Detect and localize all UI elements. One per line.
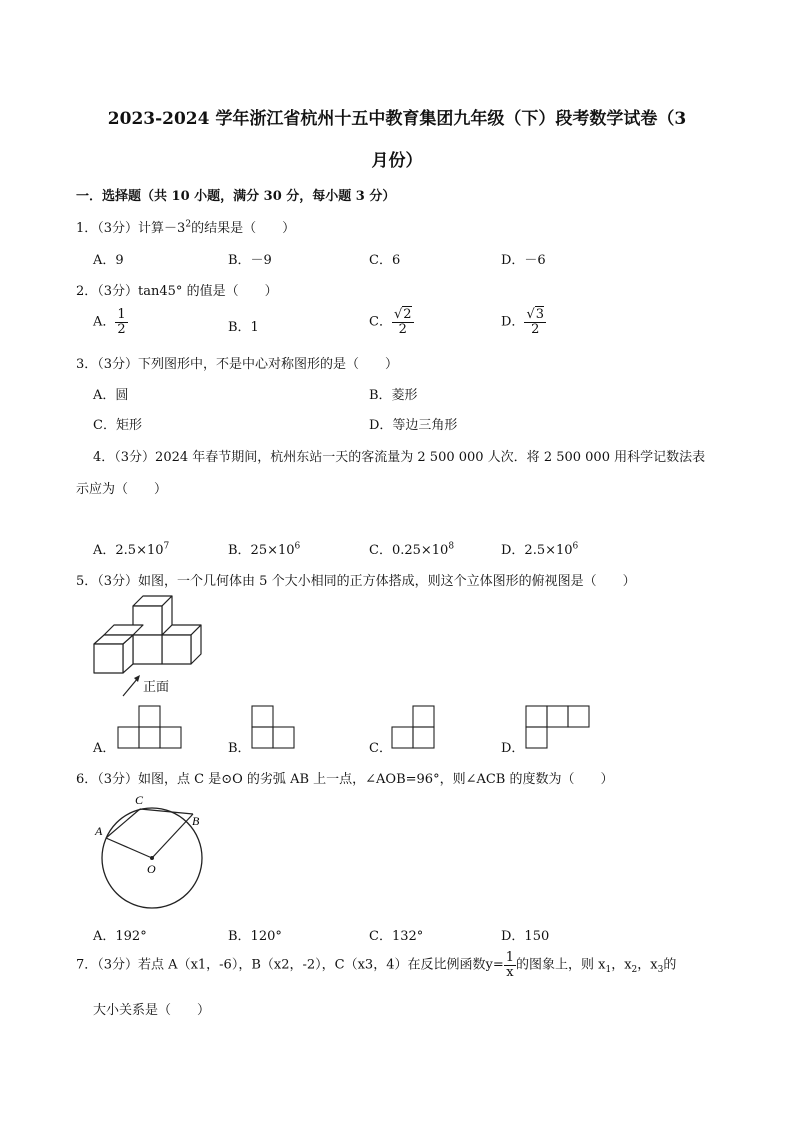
- grid-square: [526, 706, 547, 727]
- q5-option-b[interactable]: B．: [228, 741, 251, 756]
- grid-square: [252, 706, 273, 727]
- grid-square: [252, 727, 273, 748]
- q3-option-a[interactable]: A．圆: [93, 388, 129, 403]
- q5-option-d[interactable]: D．: [501, 741, 525, 756]
- sqrt-sign: √: [393, 307, 403, 322]
- q2-option-d-fraction: [524, 308, 546, 336]
- q7-function-fraction: [504, 951, 516, 979]
- q4-option-c[interactable]: [369, 539, 454, 558]
- cube-front-face: [133, 635, 162, 664]
- q5-option-b-figure[interactable]: [252, 705, 298, 749]
- fraction-denominator: 2: [398, 321, 407, 337]
- grid-square: [413, 706, 434, 727]
- q3-option-d[interactable]: D．等边三角形: [369, 418, 458, 433]
- q4-option-c-exponent: 8: [448, 541, 455, 552]
- grid-square: [139, 727, 160, 748]
- question-3-stem: 3．（3分）下列图形中，不是中心对称图形的是（ ）: [76, 357, 399, 372]
- q7-tail: 的: [663, 957, 677, 973]
- q7-sub2: 2: [631, 965, 638, 976]
- q2-option-d[interactable]: [501, 308, 546, 336]
- q4-option-a-base: A．2.5×10: [93, 543, 164, 558]
- q5-option-c-figure[interactable]: [392, 705, 438, 749]
- q1-option-a[interactable]: A．9: [93, 253, 124, 268]
- q4-option-b-base: B．25×10: [228, 543, 295, 558]
- q4-option-d[interactable]: [501, 539, 578, 558]
- q3-option-c[interactable]: C．矩形: [93, 418, 142, 433]
- question-1-stem: [76, 217, 295, 236]
- q5-option-d-figure[interactable]: [526, 705, 592, 749]
- q1-exponent: 2: [185, 219, 192, 230]
- q7-stem-part-a: 7．（3分）若点 A（x1，-6），B（x2，-2），C（x3，4）在反比例函数: [76, 957, 486, 973]
- question-7-stem-line2: 大小关系是（ ）: [93, 1003, 211, 1018]
- page-title-line1: 2023-2024 学年浙江省杭州十五中教育集团九年级（下）段考数学试卷（3: [107, 109, 687, 129]
- grid-square: [392, 727, 413, 748]
- q6-option-d[interactable]: D．150: [501, 929, 550, 944]
- page-title-line2: 月份）: [371, 151, 423, 171]
- q7-sub3: 3: [657, 965, 664, 976]
- q1-option-c[interactable]: C．6: [369, 253, 401, 268]
- center-point: [150, 856, 154, 860]
- q1-suffix: 的结果是（ ）: [191, 221, 296, 236]
- question-6-stem: 6．（3分）如图，点 C 是⊙O 的劣弧 AB 上一点，∠AOB=96°，则∠ACB 的度数为（ ）: [76, 772, 614, 787]
- q4-option-d-base: D．2.5×10: [501, 543, 573, 558]
- q4-option-a-exponent: 7: [163, 541, 170, 552]
- grid-square: [160, 727, 181, 748]
- q4-option-d-exponent: 6: [572, 541, 579, 552]
- segment-ca: [106, 809, 140, 838]
- fraction-numerator: [524, 308, 546, 323]
- sqrt-sign: √: [526, 307, 535, 322]
- fraction-numerator: 1: [117, 307, 126, 322]
- q6-circle-figure: [92, 790, 212, 910]
- q2-option-a-fraction: [115, 308, 127, 336]
- q1-option-d[interactable]: D．－6: [501, 253, 546, 268]
- q2-option-a[interactable]: [93, 308, 128, 336]
- q7-sub1: 1: [605, 965, 612, 976]
- grid-square: [547, 706, 568, 727]
- sqrt-radicand: 2: [403, 307, 412, 322]
- segment-ob: [152, 814, 193, 858]
- fraction-denominator: x: [506, 964, 514, 980]
- q5-option-a[interactable]: A．: [93, 741, 116, 756]
- label-o: O: [147, 862, 156, 876]
- q1-prefix: 1．（3分）计算－3: [76, 221, 186, 236]
- q7-comma1: ，x: [611, 957, 632, 973]
- sqrt-radicand: 3: [535, 307, 545, 322]
- question-7-stem-line1: [76, 951, 676, 979]
- q3-option-b[interactable]: B．菱形: [369, 388, 418, 403]
- cube-front-face: [94, 644, 123, 673]
- question-5-stem: 5．（3分）如图，一个几何体由 5 个大小相同的正方体搭成，则这个立体图形的俯视图是（ ）: [76, 574, 636, 589]
- fraction-denominator: 2: [117, 321, 126, 337]
- q5-option-a-figure[interactable]: [118, 705, 184, 749]
- q2-option-c-fraction: [392, 308, 414, 336]
- q4-option-a[interactable]: [93, 539, 169, 558]
- grid-square: [568, 706, 589, 727]
- grid-square: [118, 727, 139, 748]
- q2-option-a-label: A．: [93, 314, 116, 330]
- q7-comma2: ，x: [637, 957, 658, 973]
- q6-option-c[interactable]: C．132°: [369, 929, 424, 944]
- q1-option-b[interactable]: B．－9: [228, 253, 272, 268]
- fraction-numerator: [392, 308, 414, 323]
- grid-square: [139, 706, 160, 727]
- question-4-stem-line2: 示应为（ ）: [76, 482, 168, 497]
- fraction-numerator: 1: [505, 950, 514, 965]
- q2-option-c-label: C．: [369, 314, 392, 330]
- grid-square: [273, 727, 294, 748]
- question-2-stem: 2．（3分）tan45° 的值是（ ）: [76, 284, 278, 299]
- q5-option-c[interactable]: C．: [369, 741, 392, 756]
- grid-square: [526, 727, 547, 748]
- label-c: C: [135, 793, 144, 807]
- q4-option-c-base: C．0.25×10: [369, 543, 449, 558]
- q4-option-b[interactable]: [228, 539, 300, 558]
- q2-option-d-label: D．: [501, 314, 525, 330]
- q2-option-b[interactable]: B．1: [228, 320, 259, 335]
- q6-option-a[interactable]: A．192°: [93, 929, 147, 944]
- q4-option-b-exponent: 6: [294, 541, 301, 552]
- q7-stem-part-b: 的图象上，则 x: [516, 957, 606, 973]
- q7-function-y: y=: [485, 957, 504, 973]
- label-a: A: [95, 824, 103, 838]
- front-direction-arrow: [123, 675, 140, 696]
- question-4-stem-line1: 4．（3分）2024 年春节期间，杭州东站一天的客流量为 2 500 000 人次．将 2 500 000 用科学记数法表: [93, 450, 706, 465]
- grid-square: [413, 727, 434, 748]
- label-b: B: [192, 814, 200, 828]
- q2-option-c[interactable]: [369, 308, 414, 336]
- q6-option-b[interactable]: B．120°: [228, 929, 282, 944]
- fraction-denominator: 2: [531, 321, 540, 337]
- cube-front-face: [162, 635, 191, 664]
- front-view-label: 正面: [143, 680, 170, 695]
- segment-oa: [106, 838, 152, 858]
- section-heading: 一．选择题（共 10 小题，满分 30 分，每小题 3 分）: [76, 189, 396, 204]
